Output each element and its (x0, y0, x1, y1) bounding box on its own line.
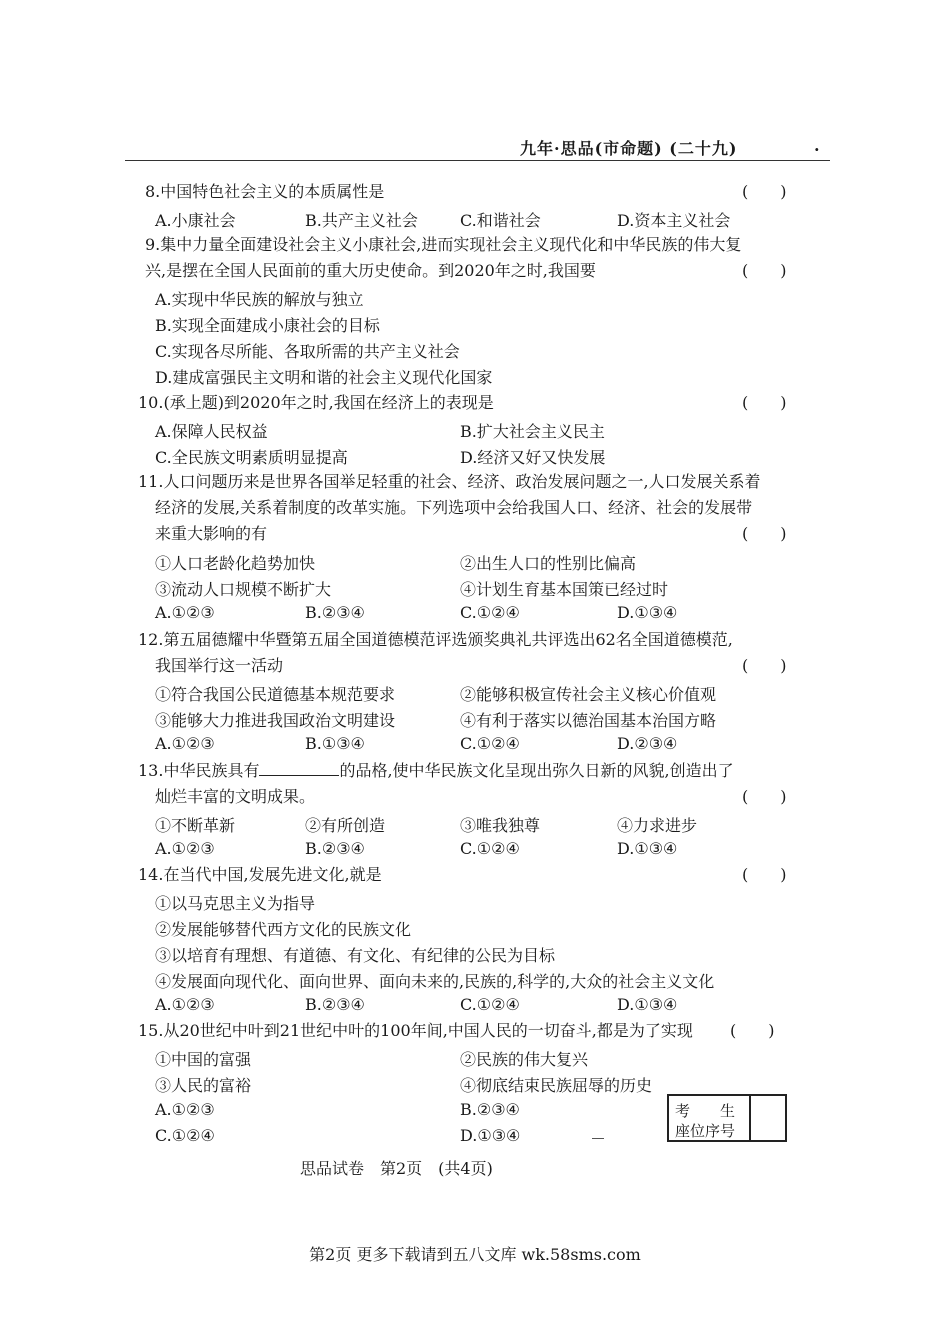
q15-item-1: ①中国的富强 (155, 1050, 252, 1069)
q11-option-a: A.①②③ (155, 603, 215, 622)
q10-option-d: D.经济又好又快发展 (460, 448, 606, 467)
q11-item-4: ④计划生育基本国策已经过时 (460, 580, 669, 599)
q15-item-3: ③人民的富裕 (155, 1076, 252, 1095)
stray-mark (592, 1138, 604, 1139)
q11-line2: 经济的发展,关系着制度的改革实施。下列选项中会给我国人口、经济、社会的发展带 (155, 498, 753, 517)
q14-answer-paren: ( ) (742, 865, 787, 884)
q9-option-a: A.实现中华民族的解放与独立 (155, 290, 364, 309)
q8-answer-paren: ( ) (742, 182, 787, 201)
q12-item-2: ②能够积极宣传社会主义核心价值观 (460, 685, 717, 704)
page-footer: 思品试卷 第2页 (共4页) (300, 1159, 493, 1178)
q15-item-2: ②民族的伟大复兴 (460, 1050, 589, 1069)
q12-line2: 我国举行这一活动 (155, 656, 284, 675)
q14-item-4: ④发展面向现代化、面向世界、面向未来的,民族的,科学的,大众的社会主义文化 (155, 972, 715, 991)
q8-option-d: D.资本主义社会 (617, 211, 731, 230)
q9-line1: 9.集中力量全面建设社会主义小康社会,进而实现社会主义现代化和中华民族的伟大复 (145, 235, 742, 254)
q13-line1-post: 的品格,使中华民族文化呈现出弥久日新的风貌,创造出了 (339, 761, 734, 780)
q9-option-b: B.实现全面建成小康社会的目标 (155, 316, 380, 335)
q12-option-b: B.①③④ (305, 734, 365, 753)
q12-option-c: C.①②④ (460, 734, 520, 753)
q8-stem: 8.中国特色社会主义的本质属性是 (145, 182, 385, 201)
q14-option-c: C.①②④ (460, 995, 520, 1014)
q13-option-b: B.②③④ (305, 839, 365, 858)
q11-line3: 来重大影响的有 (155, 524, 268, 543)
header-rule (125, 160, 830, 161)
q10-answer-paren: ( ) (742, 393, 787, 412)
q9-option-c: C.实现各尽所能、各取所需的共产主义社会 (155, 342, 460, 361)
q15-option-c: C.①②④ (155, 1126, 215, 1145)
q13-line2: 灿烂丰富的文明成果。 (155, 787, 316, 806)
q15-option-a: A.①②③ (155, 1100, 215, 1119)
q8-option-c: C.和谐社会 (460, 211, 541, 230)
header-title: 九年·思品(市命题) (二十九) (520, 139, 738, 158)
q12-item-1: ①符合我国公民道德基本规范要求 (155, 685, 396, 704)
q15-answer-paren: ( ) (730, 1021, 775, 1040)
q12-item-3: ③能够大力推进我国政治文明建设 (155, 711, 396, 730)
q10-option-a: A.保障人民权益 (155, 422, 268, 441)
q11-item-2: ②出生人口的性别比偏高 (460, 554, 637, 573)
q13-fill-blank (259, 761, 339, 776)
q15-item-4: ④彻底结束民族屈辱的历史 (460, 1076, 653, 1095)
q14-item-1: ①以马克思主义为指导 (155, 894, 316, 913)
q14-option-a: A.①②③ (155, 995, 215, 1014)
q14-option-b: B.②③④ (305, 995, 365, 1014)
q13-item-2: ②有所创造 (305, 816, 386, 835)
q13-option-c: C.①②④ (460, 839, 520, 858)
q14-item-3: ③以培育有理想、有道德、有文化、有纪律的公民为目标 (155, 946, 556, 965)
q14-option-d: D.①③④ (617, 995, 678, 1014)
q9-answer-paren: ( ) (742, 261, 787, 280)
q15-option-d: D.①③④ (460, 1126, 521, 1145)
q12-option-a: A.①②③ (155, 734, 215, 753)
q15-option-b: B.②③④ (460, 1100, 520, 1119)
q13-item-3: ③唯我独尊 (460, 816, 541, 835)
q13-option-a: A.①②③ (155, 839, 215, 858)
q13-item-4: ④力求进步 (617, 816, 698, 835)
q12-option-d: D.②③④ (617, 734, 678, 753)
q14-stem: 14.在当代中国,发展先进文化,就是 (138, 865, 382, 884)
download-note: 第2页 更多下载请到五八文库 wk.58sms.com (309, 1245, 641, 1264)
q11-item-3: ③流动人口规模不断扩大 (155, 580, 332, 599)
q15-stem: 15.从20世纪中叶到21世纪中叶的100年间,中国人民的一切奋斗,都是为了实现 (138, 1021, 693, 1040)
seat-label-line1: 考 生 (675, 1102, 736, 1120)
q13-answer-paren: ( ) (742, 787, 787, 806)
q13-option-d: D.①③④ (617, 839, 678, 858)
q14-item-2: ②发展能够替代西方文化的民族文化 (155, 920, 412, 939)
q10-option-b: B.扩大社会主义民主 (460, 422, 605, 441)
q9-option-d: D.建成富强民主文明和谐的社会主义现代化国家 (155, 368, 493, 387)
q10-stem: 10.(承上题)到2020年之时,我国在经济上的表现是 (138, 393, 494, 412)
seat-number-box (667, 1094, 787, 1142)
q13-line1 (138, 761, 734, 781)
q13-item-1: ①不断革新 (155, 816, 236, 835)
header-dot: · (814, 140, 820, 159)
q11-item-1: ①人口老龄化趋势加快 (155, 554, 316, 573)
q12-item-4: ④有利于落实以德治国基本治国方略 (460, 711, 717, 730)
q9-line2: 兴,是摆在全国人民面前的重大历史使命。到2020年之时,我国要 (145, 261, 596, 280)
q11-option-b: B.②③④ (305, 603, 365, 622)
q12-line1: 12.第五届德耀中华暨第五届全国道德模范评选颁奖典礼共评选出62名全国道德模范, (138, 630, 733, 649)
q11-option-d: D.①③④ (617, 603, 678, 622)
q13-line1-pre: 13.中华民族具有 (138, 761, 260, 780)
seat-label-line2: 座位序号 (675, 1122, 736, 1140)
q11-line1: 11.人口问题历来是世界各国举足轻重的社会、经济、政治发展问题之一,人口发展关系着 (138, 472, 761, 491)
q11-answer-paren: ( ) (742, 524, 787, 543)
seat-number-cell[interactable] (749, 1096, 787, 1140)
q8-option-b: B.共产主义社会 (305, 211, 418, 230)
q8-option-a: A.小康社会 (155, 211, 236, 230)
q11-option-c: C.①②④ (460, 603, 520, 622)
q12-answer-paren: ( ) (742, 656, 787, 675)
q10-option-c: C.全民族文明素质明显提高 (155, 448, 348, 467)
